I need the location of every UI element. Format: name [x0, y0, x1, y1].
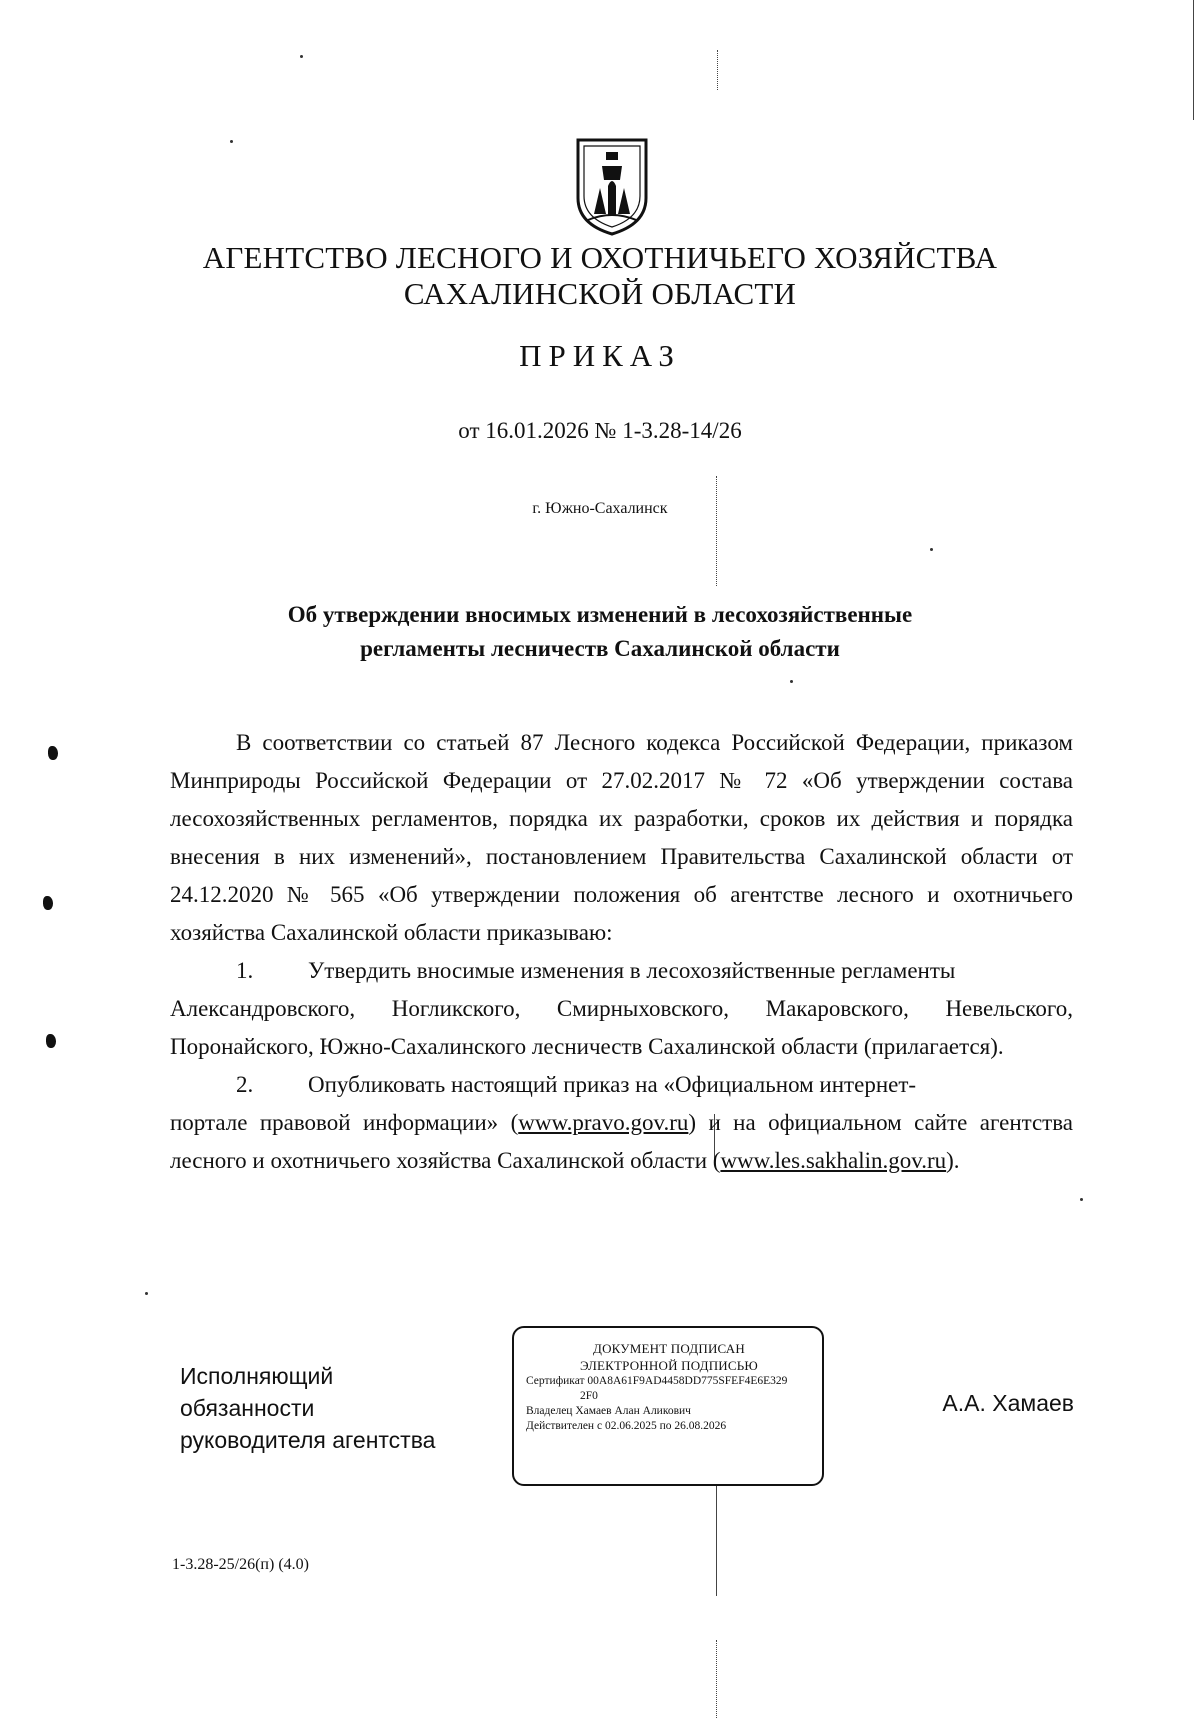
scan-artifact-dot [1080, 1198, 1083, 1201]
scan-artifact-dot [930, 548, 933, 551]
subject-line2: регламенты лесничеств Сахалинской области [360, 636, 840, 661]
signatory-role-line2: обязанности [180, 1395, 315, 1421]
item-text: Утвердить вносимые изменения в лесохозяйственные регламенты [308, 958, 956, 983]
order-body [170, 724, 1073, 1180]
scan-artifact-blot [48, 746, 58, 760]
signatory-role-line1: Исполняющий [180, 1363, 334, 1389]
scan-artifact-line [716, 1486, 717, 1596]
order-item-2 [170, 1066, 1073, 1104]
agency-name [100, 240, 1100, 312]
stamp-owner: Владелец Хамаев Алан Аликович [526, 1405, 691, 1417]
scan-artifact-line [716, 476, 717, 586]
document-type-title: ПРИКАЗ [519, 338, 681, 373]
item-continuation-text: ). [946, 1148, 960, 1173]
item-continuation-text: портале правовой информации» ( [170, 1110, 519, 1135]
coat-of-arms-emblem [572, 136, 652, 236]
item-text: Опубликовать настоящий приказ на «Официальном интернет- [308, 1072, 917, 1097]
stamp-validity: Действителен с 02.06.2025 по 26.08.2026 [526, 1420, 727, 1432]
scan-artifact-dot [790, 680, 793, 683]
stamp-title-line2: ЭЛЕКТРОННОЙ ПОДПИСЬЮ [580, 1358, 758, 1373]
item-number: 1. [236, 958, 254, 983]
electronic-signature-stamp [512, 1326, 824, 1486]
order-date-number: от 16.01.2026 № 1-3.28-14/26 [458, 418, 742, 443]
scan-artifact-dot [300, 55, 303, 58]
order-subject [160, 598, 1040, 666]
item-continuation-text: ) и на официальном сайте агентства лесного и охотничьего хозяйства Сахалинской области ( [170, 1110, 1073, 1173]
agency-name-line2: САХАЛИНСКОЙ ОБЛАСТИ [403, 276, 797, 311]
preamble-paragraph: В соответствии со статьей 87 Лесного кодекса Российской Федерации, приказом Минприроды Российской Федерации от 27.02.2017 № 72 «Об утверждении состава лесохозяйственных регламентов, порядка их разработки, сроков их действия и порядка внесения в них изменений», постановлением Правительства Сахалинской области от 24.12.2020 № 565 «Об утверждении положения об агентстве лесного и охотничьего хозяйства Сахалинской области приказываю: [170, 730, 1073, 945]
scan-artifact-line [717, 50, 718, 90]
agency-name-line1: АГЕНТСТВО ЛЕСНОГО И ОХОТНИЧЬЕГО ХОЗЯЙСТВА [202, 240, 998, 275]
scan-artifact-dot [230, 140, 233, 143]
scan-artifact-line [1193, 0, 1194, 120]
stamp-title-line1: ДОКУМЕНТ ПОДПИСАН [593, 1341, 745, 1356]
city-of-issue: г. Южно-Сахалинск [532, 500, 668, 517]
item-continuation [170, 1104, 1073, 1180]
les-sakhalin-link[interactable]: www.les.sakhalin.gov.ru [720, 1148, 947, 1173]
document-code: 1-3.28-25/26(п) (4.0) [172, 1556, 309, 1573]
signatory-role [180, 1360, 480, 1456]
subject-line1: Об утверждении вносимых изменений в лесохозяйственные [287, 602, 913, 627]
scan-artifact-blot [46, 1034, 56, 1048]
scan-artifact-dot [145, 1292, 148, 1295]
signatory-role-line3: руководителя агентства [180, 1427, 436, 1453]
pravo-gov-link[interactable]: www.pravo.gov.ru [518, 1110, 689, 1135]
signer-name: А.А. Хамаев [942, 1390, 1074, 1416]
item-continuation: Александровского, Ногликского, Смирныховского, Макаровского, Невельского, Поронайского, Южно-Сахалинского лесничеств Сахалинской области (прилагается). [170, 996, 1073, 1059]
stamp-certificate-cont: 2F0 [580, 1390, 598, 1402]
order-item-1 [170, 952, 1073, 990]
scan-artifact-line [716, 1640, 717, 1718]
item-number: 2. [236, 1072, 254, 1097]
stamp-certificate: Сертификат 00A8A61F9AD4458DD775SFEF4E6E329 [526, 1375, 788, 1387]
scan-artifact-blot [43, 896, 53, 910]
